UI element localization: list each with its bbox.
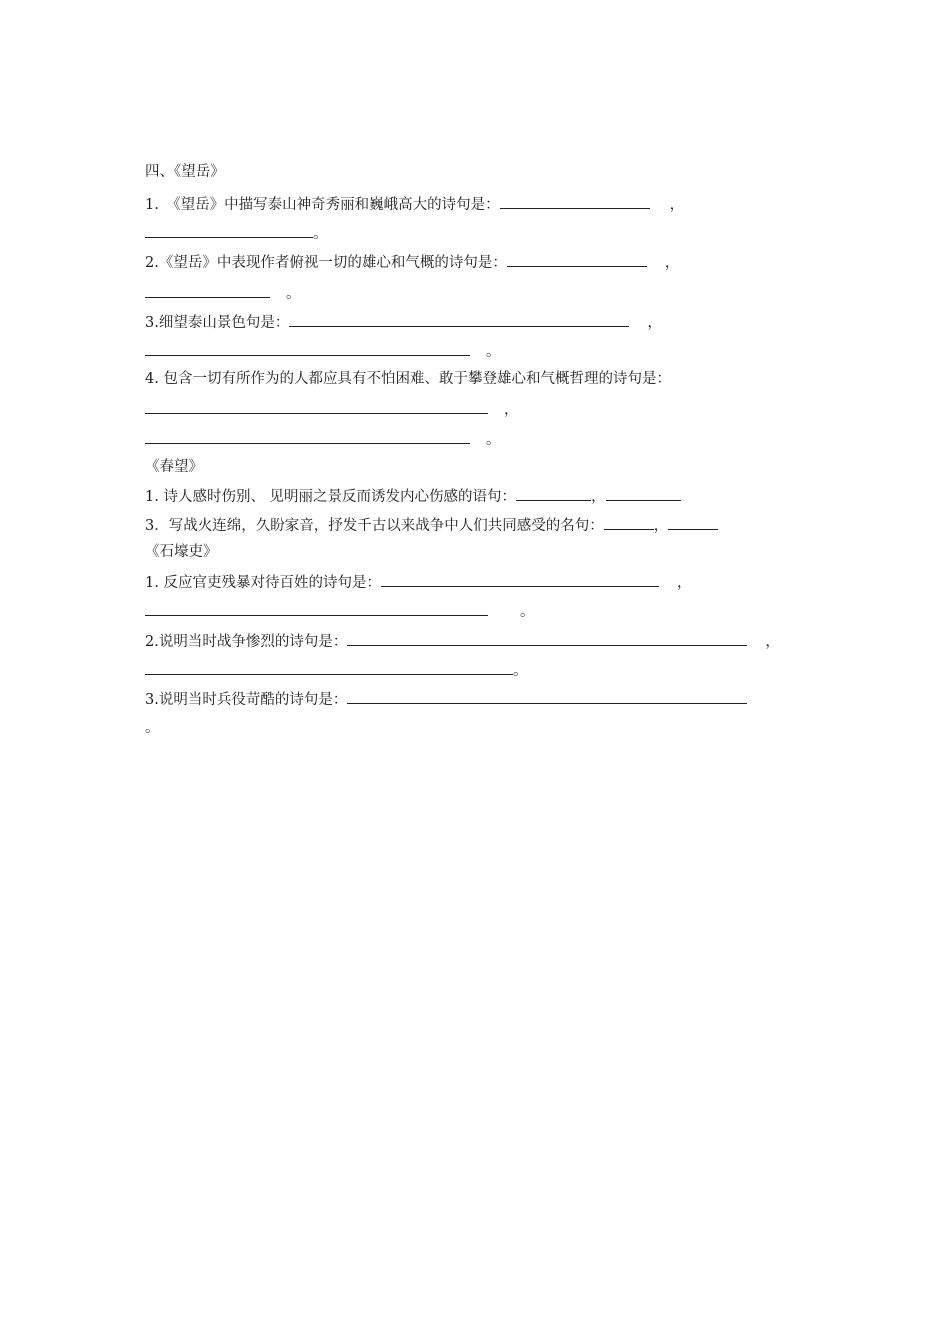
period: 。 xyxy=(286,286,301,302)
comma: ， xyxy=(591,489,606,505)
comma: ， xyxy=(765,634,780,650)
answer-blank[interactable] xyxy=(289,311,629,327)
answer-blank[interactable] xyxy=(606,485,681,501)
question-shihaoli-2-cont xyxy=(145,659,528,679)
period: 。 xyxy=(145,720,160,736)
comma: ， xyxy=(504,402,519,418)
question-wangyue-3-cont xyxy=(145,340,501,360)
answer-blank[interactable] xyxy=(516,485,591,501)
question-shihaoli-3-cont xyxy=(145,718,160,738)
question-wangyue-4-cont-1 xyxy=(145,398,519,418)
question-chunwang-3 xyxy=(145,514,718,534)
question-wangyue-2 xyxy=(145,251,679,271)
question-text: 1. 反应官吏残暴对待百姓的诗句是： xyxy=(145,575,381,591)
answer-blank[interactable] xyxy=(145,659,513,675)
answer-blank[interactable] xyxy=(145,340,470,356)
period: 。 xyxy=(486,344,501,360)
question-wangyue-4-cont-2 xyxy=(145,428,501,448)
question-text: 3．写战火连绵，久盼家音，抒发千古以来战争中人们共同感受的名句： xyxy=(145,518,604,534)
question-shihaoli-2 xyxy=(145,630,780,650)
comma: ， xyxy=(669,197,685,213)
question-text: 3.说明当时兵役苛酷的诗句是： xyxy=(145,692,348,708)
question-text: 3.细望泰山景色句是： xyxy=(145,315,290,331)
question-text: 1. 诗人感时伤别、 见明丽之景反而诱发内心伤感的语句： xyxy=(145,489,517,505)
comma: ， xyxy=(676,575,692,591)
answer-blank[interactable] xyxy=(145,398,488,414)
answer-blank[interactable] xyxy=(668,514,718,530)
question-wangyue-3 xyxy=(145,311,662,331)
period: 。 xyxy=(513,663,528,679)
question-text: 2.说明当时战争惨烈的诗句是： xyxy=(145,634,348,650)
question-shihaoli-1-cont xyxy=(145,600,535,620)
comma: ， xyxy=(664,255,680,271)
answer-blank[interactable] xyxy=(145,600,488,616)
answer-blank[interactable] xyxy=(145,282,270,298)
question-wangyue-4: 4. 包含一切有所作为的人都应具有不怕困难、敢于攀登雄心和气概哲理的诗句是： xyxy=(145,371,671,387)
answer-blank[interactable] xyxy=(145,428,470,444)
answer-blank[interactable] xyxy=(381,571,659,587)
question-chunwang-1 xyxy=(145,485,681,505)
question-text: 1. 《望岳》中描写泰山神奇秀丽和巍峨高大的诗句是： xyxy=(145,197,500,213)
answer-blank[interactable] xyxy=(507,251,647,267)
question-wangyue-2-cont xyxy=(145,282,301,302)
section-title-wangyue: 四、《望岳》 xyxy=(145,164,225,180)
answer-blank[interactable] xyxy=(500,193,650,209)
section-title-shihaoli: 《石壕吏》 xyxy=(145,544,218,560)
period: 。 xyxy=(486,432,501,448)
question-shihaoli-3 xyxy=(145,688,747,708)
comma: ， xyxy=(653,518,669,534)
answer-blank[interactable] xyxy=(347,688,747,704)
period: 。 xyxy=(520,604,535,620)
section-title-chunwang: 《春望》 xyxy=(145,459,203,475)
period: 。 xyxy=(313,226,328,242)
question-wangyue-1-cont xyxy=(145,222,328,242)
answer-blank[interactable] xyxy=(347,630,747,646)
comma: ， xyxy=(647,315,662,331)
answer-blank[interactable] xyxy=(145,222,313,238)
question-wangyue-1 xyxy=(145,193,684,213)
answer-blank[interactable] xyxy=(604,514,654,530)
question-shihaoli-1 xyxy=(145,571,691,591)
question-text: 2.《望岳》中表现作者俯视一切的雄心和气概的诗句是： xyxy=(145,255,507,271)
